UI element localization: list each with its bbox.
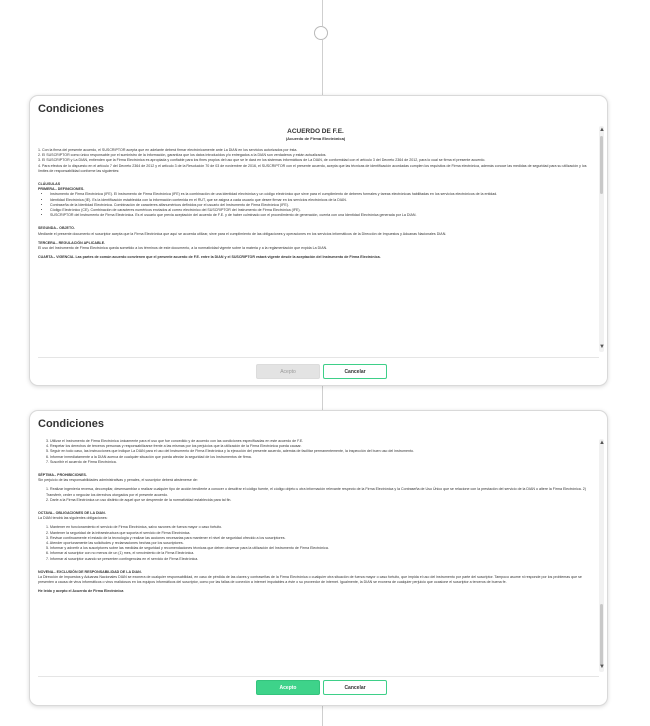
tercera-text: El uso del Instrumento de Firma Electrónica queda sometido a los términos de este documento, a la normatividad vigente sobre la materia y a la reglamentación que expida La DIAN.: [38, 246, 328, 251]
octava-intro: La DIAN tendrá las siguientes obligaciones:: [38, 516, 108, 521]
definition-item: • Instrumento de Firma Electrónica (IFE). El instrumento de Firma Electrónica (IFE) es la combinación de una identidad electrónica y un código electrónico que sirve para el cumplimiento de deberes formales y tareas electrónicas habilitadas en los servicios electrónicos de la entidad.: [50, 192, 593, 197]
connector-line-top: [322, 0, 323, 26]
cuarta-heading: CUARTA.- VIGENCIA. Las partes de común acuerdo convienen que el presente acuerdo de F.E. entre la DIAN y el SUSCRIPTOR estará vigente desde la aceptación del Instrumento de Firma Electrónica.: [38, 255, 381, 260]
definition-item: • Identidad Electrónica (IE). Es la identificación establecida con la información contenida en el RUT, que se asigna a cada usuario que desee firmar en los servicios electrónicos de la DIAN.: [50, 198, 593, 203]
scroll-down-arrow-icon[interactable]: ▼: [599, 344, 605, 350]
modal-title: Condiciones: [38, 103, 105, 115]
list-item: 3. Revisar continuamente el estado de la tecnología y realizar las acciones necesarias para mantener el nivel de seguridad ofrecido a los suscriptores.: [46, 535, 286, 540]
connector-line-between: [322, 386, 323, 410]
connector-node: [314, 26, 328, 40]
cancel-button[interactable]: Cancelar: [323, 364, 387, 379]
agreement-content[interactable]: [38, 439, 593, 672]
octava-heading: OCTAVA.- OBLIGACIONES DE LA DIAN.: [38, 511, 106, 516]
segunda-heading: SEGUNDA.- OBJETO.: [38, 226, 75, 231]
definition-item: • Contraseña de la Identidad Electrónica. Combinación de caracteres alfanuméricos definidos por el usuario del Instrumento de Firma Electrónica (IFE).: [50, 203, 593, 208]
list-item: 5. Informar y advertir a los suscriptores sobre las medidas de seguridad y recomendaciones técnicas que deben observar para la utilización del Instrumento de Firma Electrónica.: [46, 546, 329, 551]
list-item: 1. Mantener en funcionamiento el servicio de Firma Electrónica, salvo razones de fuerza mayor o caso fortuito.: [46, 525, 223, 530]
list-item: 1. Realizar ingeniería reversa, decompilar, desensamblar o realizar cualquier tipo de acción tendiente a conocer o descifrar el código fuente, el código objeto u otra información relevante respecto de la Firma Electrónica y la Contraseña de Uso Único que se relacione con la prestación del servicio de la DIAN o altere la Firma Electrónica. 2) Transferir, ceder o negociar los derechos otorgados por el presente acuerdo.: [46, 487, 586, 497]
intro-paragraph: 4. Para efectos de lo dispuesto en el artículo 7 del Decreto 2364 de 2012 y el artículo 3 de la Resolución 70 de 03 de noviembre de 2016, el SUSCRIPTOR con el presente acuerdo, acepta que las técnicas de identificación acordadas cumplen los requisitos de Firma electrónica, además conoce las medidas de seguridad para su utilización y los límites de responsabilidad conforme las siguientes:: [38, 163, 587, 173]
list-item: 7. Informar al suscriptor cuando se presenten contingencias en el servicio de Firma Electrónica.: [46, 556, 199, 561]
cancel-button[interactable]: Cancelar: [323, 680, 387, 695]
connector-line-middle: [322, 40, 323, 95]
segunda-text: Mediante el presente documento el suscriptor acepta que la Firma Electrónica que aquí se acuerda utilizar, sirve para el cumplimiento de las obligaciones y operaciones en los servicios informáticos de la Dirección de Impuestos y Aduanas Nacionales DIAN.: [38, 231, 447, 236]
clausulas-heading: CLÁUSULAS: [38, 182, 61, 187]
tercera-heading: TERCERA.- REGULACIÓN APLICABLE.: [38, 240, 106, 245]
list-item: 6. Informar al suscriptor con no menos de un (1) mes, el vencimiento de la Firma Electrónica.: [46, 551, 195, 556]
dian-obligations-list: [38, 525, 593, 561]
intro-paragraph: 2. El SUSCRIPTOR como único responsable por el suministro de la información, garantiza que los datos introducidos y/o entregados a la DIAN son verdaderos y están actualizados.: [38, 153, 327, 158]
scroll-up-arrow-icon[interactable]: ▲: [599, 127, 605, 133]
list-item: 6. Informar inmediatamente a la DIAN acerca de cualquier situación que pueda afectar la seguridad de los Instrumentos de firma.: [46, 454, 252, 459]
list-item: 4. Respetar los derechos de terceros personas y responsabilizarse frente a las mismas por los perjuicios que la utilización de la Firma Electrónica pueda causar.: [46, 444, 302, 449]
intro-paragraph: 3. El SUSCRIPTOR y La DIAN, entienden que la Firma Electrónica es apropiada y confiable para los fines propios del uso que se le dará en los sistemas informáticos de La DIAN, de conformidad con el artículo 3 del Decreto 2364 de 2012, para lo cual se firma el presente acuerdo.: [38, 158, 486, 163]
scroll-up-arrow-icon[interactable]: ▲: [599, 440, 605, 446]
connector-line-bottom: [322, 706, 323, 726]
scroll-thumb[interactable]: [600, 136, 603, 194]
list-item: 4. Atender oportunamente las solicitudes y reclamaciones hechas por los suscriptores.: [46, 541, 184, 546]
modal-title: Condiciones: [38, 418, 105, 430]
scrollbar[interactable]: [599, 126, 604, 352]
list-item: 3. Utilizar el Instrumento de Firma Electrónica únicamente para el uso que fue concedido y de acuerdo con las condiciones especificadas en este acuerdo de F.E.: [46, 439, 304, 443]
intro-paragraph: 1. Con la firma del presente acuerdo, el SUSCRIPTOR acepta que en adelante deberá firmar electrónicamente ante La DIAN en los servicios autorizados por ésta.: [38, 148, 298, 152]
scrollbar[interactable]: [599, 439, 604, 672]
scroll-thumb[interactable]: [600, 604, 603, 666]
septima-heading: SÉPTIMA.- PROHIBICIONES.: [38, 473, 87, 478]
list-item: 7. Suscribir el acuerdo de Firma Electrónica.: [46, 459, 117, 464]
definition-item: • Código Electrónico (CE). Combinación de caracteres numéricos enviados al correo electrónico del SUSCRIPTOR del Instrumento de Firma Electrónica (IFE).: [50, 208, 593, 213]
scroll-down-arrow-icon[interactable]: ▼: [599, 664, 605, 670]
footer-divider: [38, 357, 599, 358]
prohibitions-list: [38, 487, 593, 503]
accept-button-disabled[interactable]: Acepto: [256, 364, 320, 379]
accept-button[interactable]: Acepto: [256, 680, 320, 695]
acknowledgement-text: He leído y acepto el Acuerdo de Firma Electrónica: [38, 589, 124, 594]
obligations-list-tail: [38, 439, 593, 465]
novena-text: La Dirección de Impuestos y Aduanas Nacionales DIAN se exonera de cualquier responsabilidad, en caso de pérdida de las claves y contraseñas de la Firma Electrónica o cualquier otra situación de fuerza mayor o caso fortuito, que impida el uso del instrumento por parte del suscriptor. Tampoco asume ni responde por los problemas que se presenten a causa de virus informáticos o virus maliciosos en los equipos informáticos del suscriptor, como por las fallas de conexión a internet imputables a éste o su proveedor de internet. Igualmente, la DIAN se exonera de cualquier perjuicio que ocasione el suscriptor a terceros de buena fe.: [38, 575, 582, 585]
list-item: 5. Seguir en todo caso, las instrucciones que indique La DIAN para el uso del Instrumento de Firma Electrónica y la ejecución del presente acuerdo, además de facilitar permanentemente, la inspección del buen uso del instrumento.: [46, 449, 414, 454]
definition-item: • SUSCRIPTOR del Instrumento de Firma Electrónica. Es el usuario que previa aceptación del acuerdo de F.E. y de haber culminado con el procedimiento de generación, cuenta con una Identidad Electrónica generada por La DIAN.: [50, 213, 593, 218]
conditions-modal-initial: [29, 95, 608, 386]
agreement-content[interactable]: [38, 126, 593, 352]
novena-heading: NOVENA.- EXCLUSIÓN DE RESPONSABILIDAD DE LA DIAN.: [38, 569, 142, 574]
footer-divider: [38, 676, 599, 677]
conditions-modal-scrolled: [29, 410, 608, 706]
document-subtitle: (Acuerdo de Firma Electrónica): [285, 136, 346, 141]
document-title: ACUERDO DE F.E.: [287, 128, 344, 135]
list-item: 2. Darle a la Firma Electrónica un uso distinto de aquel que se desprende de la normatividad establecida para tal fin.: [46, 497, 232, 502]
primera-heading: PRIMERA.- DEFINICIONES.: [38, 187, 85, 192]
septima-intro: Sin perjuicio de las responsabilidades administrativas y penales, el suscriptor deberá abstenerse de:: [38, 478, 198, 483]
definitions-list: [38, 192, 593, 218]
list-item: 2. Mantener la seguridad de la infraestructura que soporta el servicio de Firma Electrónica.: [46, 530, 191, 535]
